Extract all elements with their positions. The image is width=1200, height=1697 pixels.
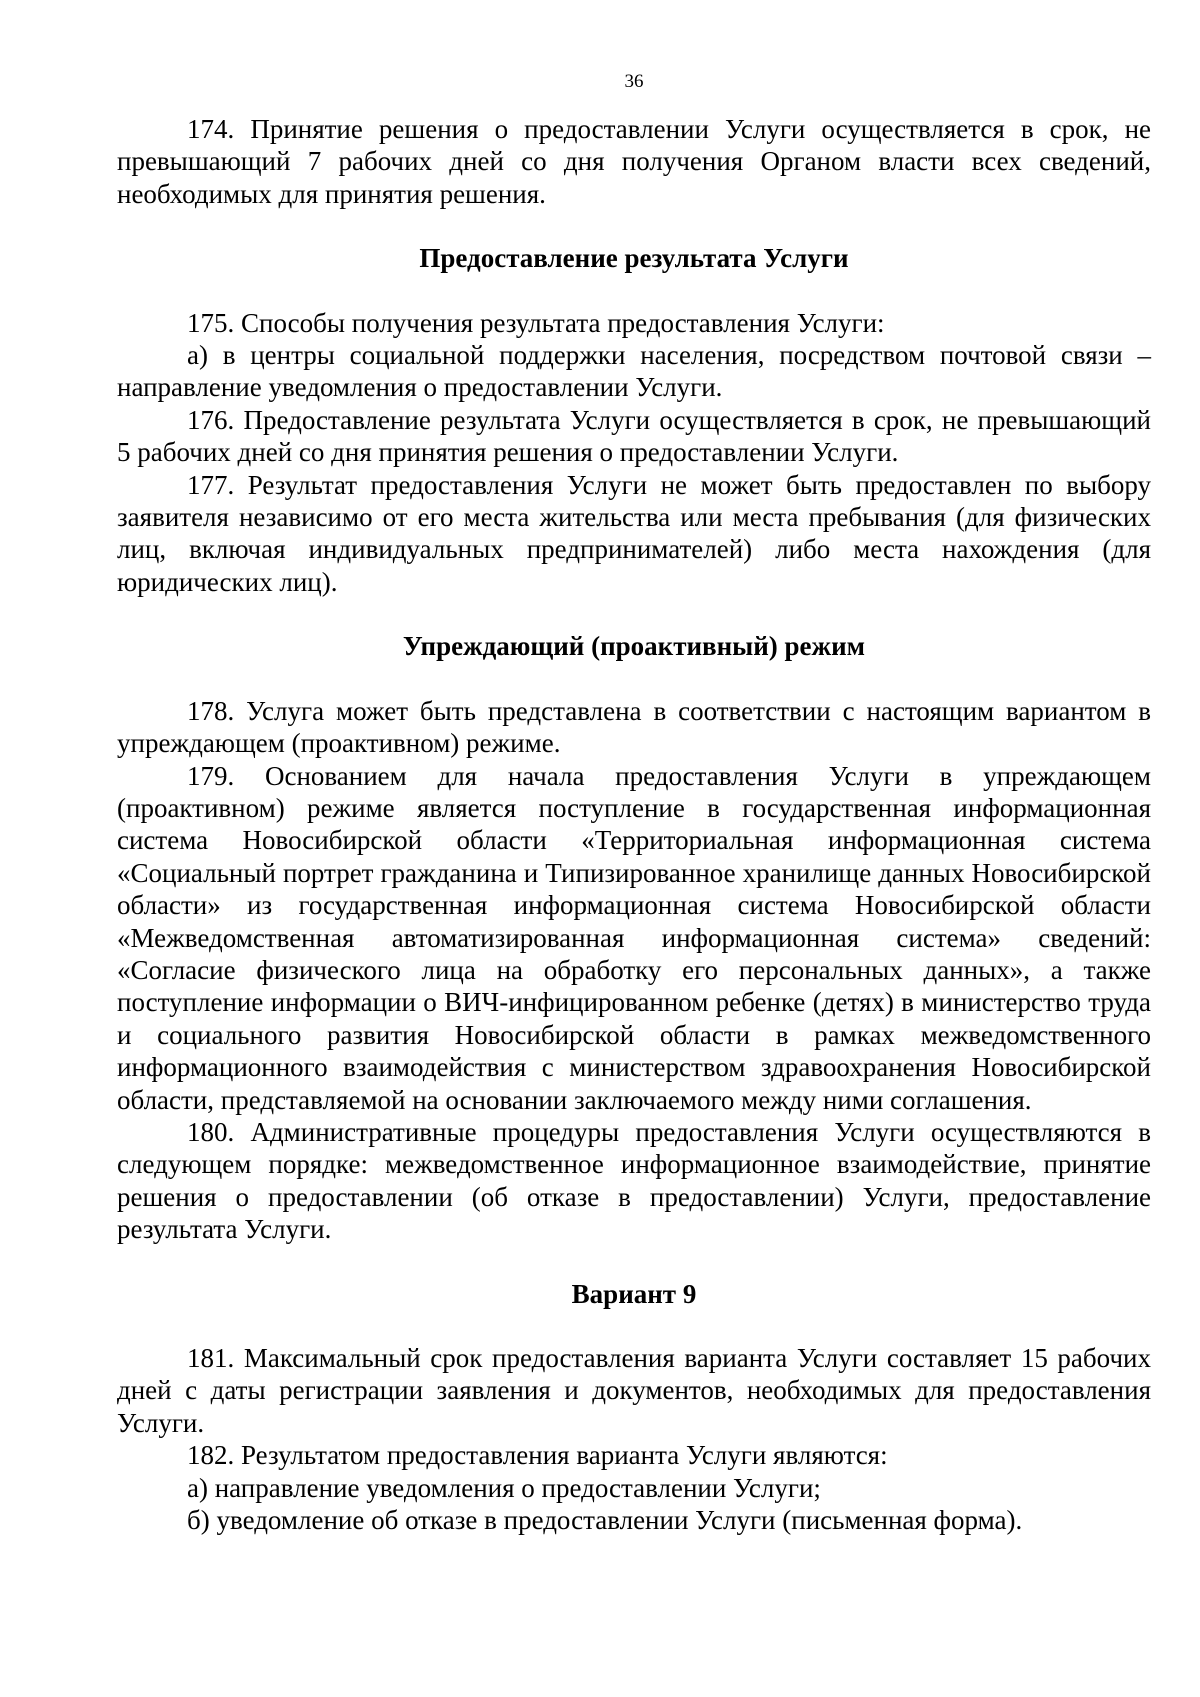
paragraph-174: 174. Принятие решения о предоставлении Услуги осуществляется в срок, не превышающий 7 рабочих дней со дня получения Органом власти всех сведений, необходимых для принятия решения.	[117, 114, 1151, 209]
paragraph-181: 181. Максимальный срок предоставления варианта Услуги составляет 15 рабочих дней с даты регистрации заявления и документов, необходимых для предоставления Услуги.	[117, 1343, 1151, 1438]
paragraph-177: 177. Результат предоставления Услуги не может быть предоставлен по выбору заявителя независимо от его места жительства или места пребывания (для физических лиц, включая индивидуальных предпринимателей) либо места нахождения (для юридических лиц).	[117, 469, 1151, 597]
paragraph-182-a: а) направление уведомления о предоставлении Услуги;	[187, 1472, 821, 1503]
paragraph-180: 180. Административные процедуры предоставления Услуги осуществляются в следующем порядке: межведомственное информационное взаимодействие, принятие решения о предоставлении (об отказе в предоставлении) Услуги, предоставление результата Услуги.	[117, 1116, 1151, 1245]
section-heading-variant-9: Вариант 9	[571, 1278, 697, 1309]
page-number: 36	[624, 71, 644, 92]
paragraph-175-a: а) в центры социальной поддержки населения, посредством почтовой связи – направление уведомления о предоставлении Услуги.	[117, 340, 1151, 403]
paragraph-182-b: б) уведомление об отказе в предоставлении Услуги (письменная форма).	[187, 1505, 1023, 1536]
paragraph-178: 178. Услуга может быть представлена в соответствии с настоящим вариантом в упреждающем (проактивном) режиме.	[117, 695, 1151, 759]
document-body	[117, 113, 1151, 1536]
paragraph-182: 182. Результатом предоставления варианта Услуги являются:	[187, 1440, 888, 1471]
paragraph-175: 175. Способы получения результата предоставления Услуги:	[187, 307, 885, 338]
paragraph-179: 179. Основанием для начала предоставления Услуги в упреждающем (проактивном) режиме является поступление в государственная информационная система Новосибирской области «Территориальная информационная система «Социальный портрет гражданина и Типизированное хранилище данных Новосибирской области» из государственная информационная система Новосибирской области «Межведомственная автоматизированная информационная система» сведений: «Согласие физического лица на обработку его персональных данных», а также поступление информации о ВИЧ-инфицированном ребенке (детях) в министерство труда и социального развития Новосибирской области в рамках межведомственного информационного взаимодействия с министерством здравоохранения Новосибирской области, представляемой на основании заключаемого между ними соглашения.	[117, 760, 1151, 1115]
paragraph-176: 176. Предоставление результата Услуги осуществляется в срок, не превышающий 5 рабочих дней со дня принятия решения о предоставлении Услуги.	[117, 404, 1151, 468]
section-heading-result: Предоставление результата Услуги	[419, 243, 849, 274]
section-heading-proactive: Упреждающий (проактивный) режим	[402, 631, 866, 662]
